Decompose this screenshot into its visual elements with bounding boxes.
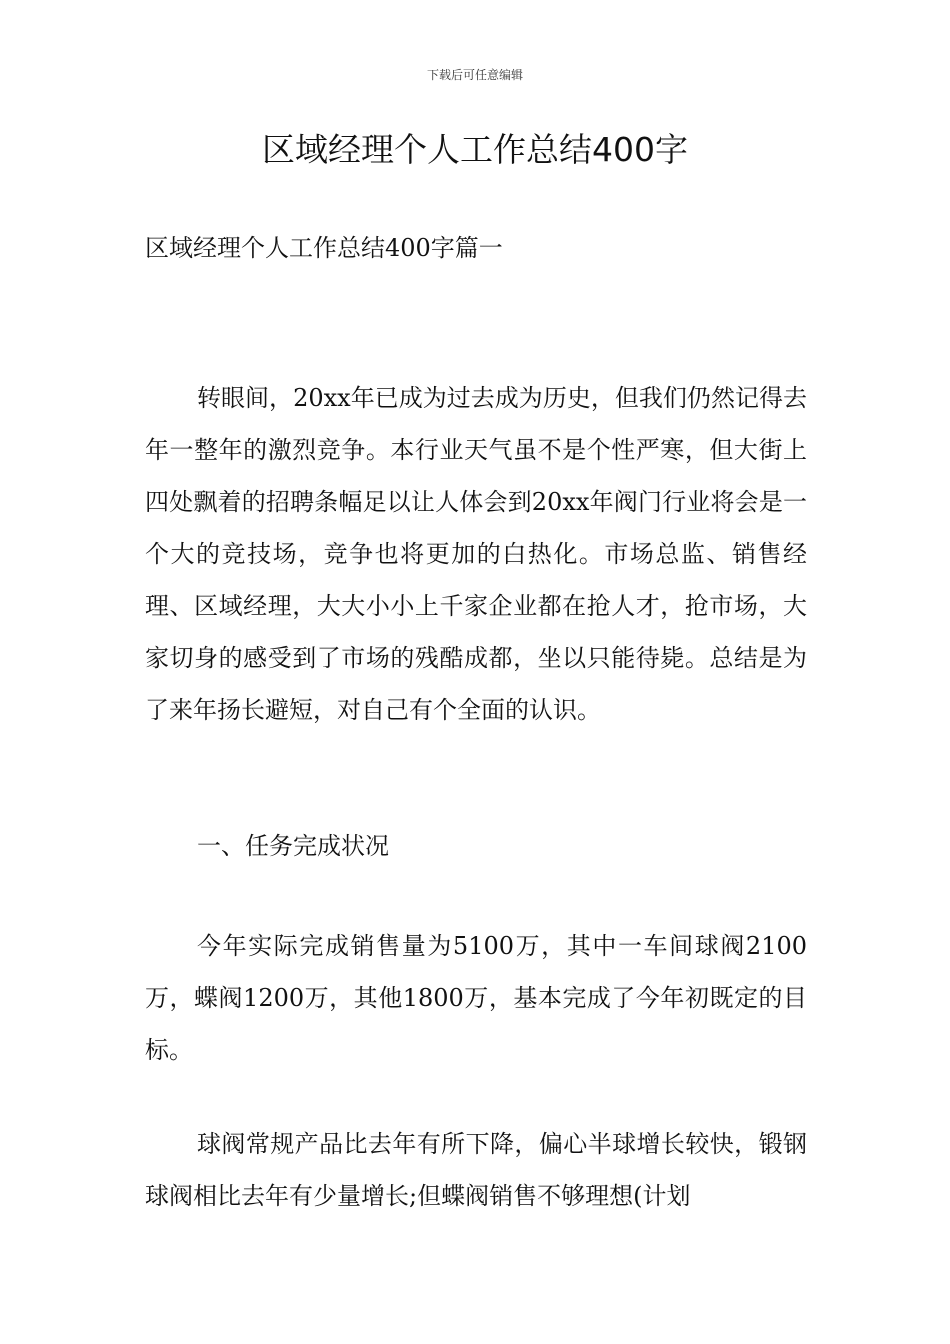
sales-paragraph: 今年实际完成销售量为5100万，其中一车间球阀2100万，蝶阀1200万，其他1800万，基本完成了今年初既定的目标。 xyxy=(145,932,807,1064)
document-title: 区域经理个人工作总结400字 xyxy=(262,130,688,169)
document-subtitle: 区域经理个人工作总结400字篇一 xyxy=(145,234,503,262)
intro-paragraph: 转眼间，20xx年已成为过去成为历史，但我们仍然记得去年一整年的激烈竞争。本行业天气虽不是个性严寒，但大街上四处飘着的招聘条幅足以让人体会到20xx年阀门行业将会是一个大的竞技场，竞争也将更加的白热化。市场总监、销售经理、区域经理，大大小小上千家企业都在抢人才，抢市场，大家切身的感受到了市场的残酷成都，坐以只能待毙。总结是为了来年扬长避短，对自己有个全面的认识。 xyxy=(145,384,807,724)
section-heading-task-completion: 一、任务完成状况 xyxy=(197,832,389,860)
products-paragraph: 球阀常规产品比去年有所下降，偏心半球增长较快，锻钢球阀相比去年有少量增长;但蝶阀销售不够理想(计划 xyxy=(145,1130,807,1210)
download-note: 下载后可任意编辑 xyxy=(426,68,523,82)
